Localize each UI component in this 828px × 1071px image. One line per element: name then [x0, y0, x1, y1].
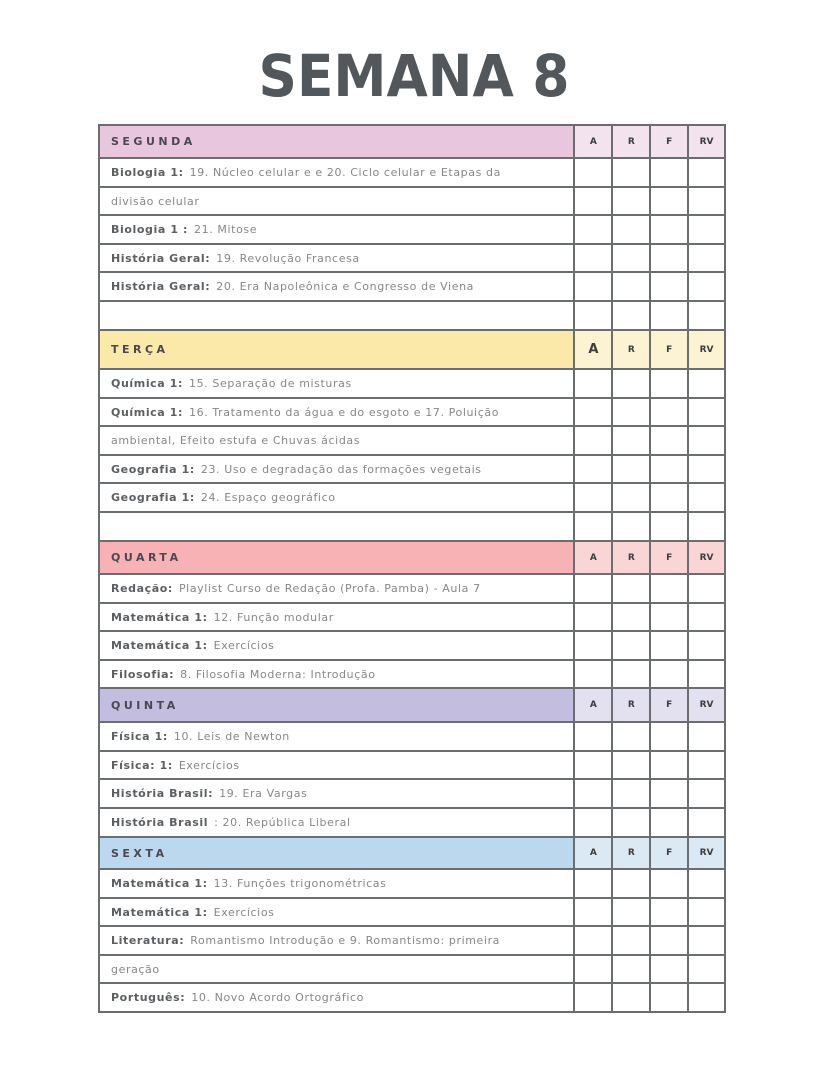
table-row: [100, 870, 726, 899]
topic-text: 13. Funções trigonométricas: [213, 877, 387, 890]
checkbox-f[interactable]: [651, 723, 689, 752]
checkbox-rv[interactable]: [689, 780, 726, 809]
column-header-a: [575, 331, 613, 370]
checkbox-f[interactable]: [651, 456, 689, 484]
column-label: A: [589, 700, 597, 710]
day-name: SEGUNDA: [111, 135, 196, 148]
subject-label: Literatura:: [111, 934, 185, 947]
table-row: [100, 780, 726, 809]
checkbox-a[interactable]: [575, 927, 613, 956]
checkbox-r[interactable]: [613, 216, 651, 245]
topic-cell: [100, 752, 575, 780]
topic-cell: [100, 159, 575, 188]
table-row: [100, 575, 726, 604]
column-header-rv: [689, 126, 726, 159]
checkbox-rv[interactable]: [689, 984, 726, 1013]
checkbox-f[interactable]: [651, 484, 689, 513]
topic-cell: [100, 245, 575, 273]
topic-cell: [100, 188, 575, 216]
checkbox-r[interactable]: [613, 780, 651, 809]
table-row: [100, 809, 726, 838]
topic-text: geração: [111, 962, 160, 976]
checkbox-f[interactable]: [651, 273, 689, 302]
column-label: RV: [699, 136, 714, 147]
checkbox-rv[interactable]: [689, 752, 726, 780]
topic-cell: [100, 216, 575, 245]
checkbox-a[interactable]: [575, 302, 613, 331]
topic-text: 12. Função modular: [213, 610, 334, 624]
table-row: [100, 302, 726, 331]
topic-cell: [100, 780, 575, 809]
day-header-segunda: [100, 126, 726, 159]
subject-label: Química 1:: [111, 405, 184, 419]
checkbox-a[interactable]: [575, 245, 613, 273]
checkbox-r[interactable]: [613, 456, 651, 484]
topic-cell: [100, 456, 575, 484]
checkbox-rv[interactable]: [689, 370, 726, 399]
checkbox-a[interactable]: [575, 661, 613, 689]
column-header-a: [575, 126, 613, 159]
checkbox-r[interactable]: [613, 870, 651, 899]
column-label: R: [627, 552, 635, 563]
checkbox-r[interactable]: [613, 159, 651, 188]
checkbox-rv[interactable]: [689, 245, 726, 273]
column-label: A: [589, 848, 597, 858]
topic-cell: [100, 604, 575, 632]
column-label: R: [627, 344, 635, 355]
day-header-terça: [100, 331, 726, 370]
checkbox-r[interactable]: [613, 899, 651, 927]
table-row: [100, 159, 726, 188]
checkbox-a[interactable]: [575, 809, 613, 838]
subject-label: Química 1:: [111, 377, 184, 390]
checkbox-r[interactable]: [613, 427, 651, 456]
table-row: [100, 604, 726, 632]
subject-label: Matemática 1:: [111, 877, 208, 890]
checkbox-f[interactable]: [651, 632, 689, 661]
topic-text: 19. Revolução Francesa: [216, 251, 360, 265]
checkbox-rv[interactable]: [689, 159, 726, 188]
subject-label: Português:: [111, 991, 186, 1004]
subject-label: Redação:: [111, 582, 173, 595]
topic-text: Exercícios: [178, 758, 240, 772]
table-row: [100, 427, 726, 456]
column-header-rv: [689, 542, 726, 575]
day-header-quinta: [100, 689, 726, 723]
checkbox-f[interactable]: [651, 752, 689, 780]
topic-text: 21. Mitose: [194, 223, 258, 236]
topic-text: 15. Separação de misturas: [189, 377, 352, 390]
table-row: [100, 188, 726, 216]
checkbox-a[interactable]: [575, 956, 613, 984]
table-row: [100, 513, 726, 542]
subject-label: História Brasil: [111, 816, 209, 829]
checkbox-a[interactable]: [575, 399, 613, 427]
checkbox-f[interactable]: [651, 513, 689, 542]
column-label: A: [588, 342, 599, 357]
table-row: [100, 216, 726, 245]
topic-cell: [100, 984, 575, 1013]
page-title: SEMANA 8: [258, 42, 570, 110]
checkbox-f[interactable]: [651, 216, 689, 245]
checkbox-a[interactable]: [575, 513, 613, 542]
checkbox-r[interactable]: [613, 575, 651, 604]
checkbox-rv[interactable]: [689, 809, 726, 838]
checkbox-rv[interactable]: [689, 604, 726, 632]
weekly-study-plan-table: [98, 124, 726, 1013]
column-header-f: [651, 838, 689, 870]
checkbox-rv[interactable]: [689, 956, 726, 984]
checkbox-rv[interactable]: [689, 273, 726, 302]
column-label: R: [627, 136, 635, 147]
subject-label: Biologia 1:: [111, 166, 184, 179]
subject-label: Geografia 1:: [111, 491, 195, 504]
day-name-cell: [100, 331, 575, 370]
topic-text: 10. Leis de Newton: [173, 730, 290, 743]
column-header-r: [613, 838, 651, 870]
checkbox-rv[interactable]: [689, 513, 726, 542]
topic-text: : 20. República Liberal: [214, 816, 351, 829]
checkbox-a[interactable]: [575, 984, 613, 1013]
topic-cell: [100, 484, 575, 513]
day-header-sexta: [100, 838, 726, 870]
checkbox-rv[interactable]: [689, 575, 726, 604]
subject-label: Física: 1:: [111, 758, 173, 772]
topic-cell: [100, 302, 575, 331]
table-row: [100, 370, 726, 399]
day-name: QUARTA: [111, 551, 182, 564]
topic-text: divisão celular: [111, 194, 200, 208]
checkbox-rv[interactable]: [689, 427, 726, 456]
day-name: QUINTA: [111, 698, 179, 712]
column-label: F: [666, 344, 673, 355]
checkbox-f[interactable]: [651, 159, 689, 188]
checkbox-f[interactable]: [651, 370, 689, 399]
topic-text: 24. Espaço geográfico: [200, 491, 336, 504]
column-header-r: [613, 126, 651, 159]
topic-text: ambiental, Efeito estufa e Chuvas ácidas: [111, 434, 361, 447]
day-name-cell: [100, 838, 575, 870]
column-header-rv: [689, 689, 726, 723]
table-row: [100, 632, 726, 661]
topic-text: Playlist Curso de Redação (Profa. Pamba) - Aula 7: [178, 582, 481, 595]
checkbox-rv[interactable]: [689, 456, 726, 484]
checkbox-a[interactable]: [575, 159, 613, 188]
table-row: [100, 484, 726, 513]
checkbox-a[interactable]: [575, 899, 613, 927]
checkbox-r[interactable]: [613, 273, 651, 302]
column-header-f: [651, 331, 689, 370]
column-label: F: [666, 136, 673, 147]
column-header-r: [613, 689, 651, 723]
checkbox-rv[interactable]: [689, 899, 726, 927]
checkbox-rv[interactable]: [689, 632, 726, 661]
topic-text: Exercícios: [213, 905, 275, 919]
subject-label: Biologia 1 :: [111, 223, 189, 236]
checkbox-f[interactable]: [651, 302, 689, 331]
topic-text: 19. Núcleo celular e e 20. Ciclo celular e Etapas da: [189, 166, 501, 179]
column-label: RV: [699, 344, 714, 355]
topic-cell: [100, 427, 575, 456]
column-header-f: [651, 126, 689, 159]
table-row: [100, 752, 726, 780]
checkbox-f[interactable]: [651, 984, 689, 1013]
table-row: [100, 245, 726, 273]
column-label: F: [666, 700, 673, 710]
subject-label: História Brasil:: [111, 787, 214, 800]
checkbox-r[interactable]: [613, 984, 651, 1013]
topic-text: 16. Tratamento da água e do esgoto e 17. Poluição: [189, 405, 500, 419]
column-label: R: [627, 700, 635, 710]
column-header-r: [613, 542, 651, 575]
topic-cell: [100, 870, 575, 899]
column-header-a: [575, 689, 613, 723]
topic-text: 20. Era Napoleônica e Congresso de Viena: [216, 280, 474, 293]
table-row: [100, 456, 726, 484]
subject-label: História Geral:: [111, 280, 211, 293]
checkbox-r[interactable]: [613, 399, 651, 427]
subject-label: História Geral:: [111, 251, 211, 265]
checkbox-f[interactable]: [651, 870, 689, 899]
topic-text: Exercícios: [213, 639, 275, 652]
checkbox-rv[interactable]: [689, 216, 726, 245]
checkbox-r[interactable]: [613, 484, 651, 513]
topic-cell: [100, 899, 575, 927]
checkbox-rv[interactable]: [689, 661, 726, 689]
checkbox-a[interactable]: [575, 870, 613, 899]
checkbox-rv[interactable]: [689, 927, 726, 956]
day-name-cell: [100, 542, 575, 575]
checkbox-f[interactable]: [651, 956, 689, 984]
column-header-a: [575, 542, 613, 575]
checkbox-f[interactable]: [651, 809, 689, 838]
checkbox-rv[interactable]: [689, 399, 726, 427]
checkbox-r[interactable]: [613, 956, 651, 984]
topic-cell: [100, 273, 575, 302]
topic-cell: [100, 513, 575, 542]
checkbox-f[interactable]: [651, 245, 689, 273]
topic-cell: [100, 723, 575, 752]
checkbox-f[interactable]: [651, 927, 689, 956]
column-header-rv: [689, 331, 726, 370]
topic-cell: [100, 370, 575, 399]
checkbox-a[interactable]: [575, 575, 613, 604]
checkbox-r[interactable]: [613, 632, 651, 661]
topic-cell: [100, 632, 575, 661]
checkbox-a[interactable]: [575, 780, 613, 809]
column-header-a: [575, 838, 613, 870]
table-row: [100, 661, 726, 689]
topic-cell: [100, 956, 575, 984]
checkbox-rv[interactable]: [689, 188, 726, 216]
checkbox-r[interactable]: [613, 245, 651, 273]
checkbox-r[interactable]: [613, 513, 651, 542]
topic-text: 23. Uso e degradação das formações vegetais: [200, 462, 482, 476]
checkbox-f[interactable]: [651, 575, 689, 604]
subject-label: Matemática 1:: [111, 905, 208, 919]
checkbox-r[interactable]: [613, 370, 651, 399]
topic-text: Romantismo Introdução e 9. Romantismo: primeira: [190, 934, 501, 947]
checkbox-rv[interactable]: [689, 870, 726, 899]
checkbox-r[interactable]: [613, 752, 651, 780]
table-row: [100, 984, 726, 1013]
column-label: RV: [699, 848, 714, 858]
topic-cell: [100, 399, 575, 427]
checkbox-a[interactable]: [575, 752, 613, 780]
topic-cell: [100, 809, 575, 838]
topic-cell: [100, 661, 575, 689]
checkbox-f[interactable]: [651, 427, 689, 456]
checkbox-a[interactable]: [575, 273, 613, 302]
checkbox-a[interactable]: [575, 632, 613, 661]
column-header-rv: [689, 838, 726, 870]
checkbox-r[interactable]: [613, 604, 651, 632]
checkbox-a[interactable]: [575, 370, 613, 399]
topic-text: 19. Era Vargas: [219, 787, 308, 800]
subject-label: Geografia 1:: [111, 462, 195, 476]
checkbox-f[interactable]: [651, 661, 689, 689]
topic-cell: [100, 927, 575, 956]
column-header-f: [651, 689, 689, 723]
checkbox-a[interactable]: [575, 604, 613, 632]
column-label: F: [666, 552, 673, 563]
day-name: SEXTA: [111, 846, 168, 860]
subject-label: Matemática 1:: [111, 639, 208, 652]
column-label: A: [589, 136, 597, 147]
checkbox-r[interactable]: [613, 927, 651, 956]
day-name-cell: [100, 126, 575, 159]
table-row: [100, 899, 726, 927]
checkbox-f[interactable]: [651, 780, 689, 809]
column-label: RV: [699, 700, 714, 710]
checkbox-rv[interactable]: [689, 723, 726, 752]
checkbox-a[interactable]: [575, 216, 613, 245]
checkbox-r[interactable]: [613, 302, 651, 331]
checkbox-f[interactable]: [651, 899, 689, 927]
checkbox-a[interactable]: [575, 484, 613, 513]
subject-label: Física 1:: [111, 730, 168, 743]
day-header-quarta: [100, 542, 726, 575]
checkbox-rv[interactable]: [689, 302, 726, 331]
checkbox-r[interactable]: [613, 809, 651, 838]
table-row: [100, 399, 726, 427]
day-name: TERÇA: [111, 343, 169, 356]
topic-cell: [100, 575, 575, 604]
checkbox-r[interactable]: [613, 661, 651, 689]
column-label: F: [666, 848, 673, 858]
checkbox-r[interactable]: [613, 723, 651, 752]
column-label: A: [589, 552, 597, 563]
topic-text: 8. Filosofia Moderna: Introdução: [180, 667, 376, 681]
checkbox-a[interactable]: [575, 456, 613, 484]
checkbox-r[interactable]: [613, 188, 651, 216]
checkbox-a[interactable]: [575, 427, 613, 456]
subject-label: Filosofia:: [111, 667, 175, 681]
checkbox-a[interactable]: [575, 723, 613, 752]
checkbox-f[interactable]: [651, 604, 689, 632]
table-row: [100, 723, 726, 752]
subject-label: Matemática 1:: [111, 610, 208, 624]
column-header-f: [651, 542, 689, 575]
column-label: R: [627, 848, 635, 858]
table-row: [100, 927, 726, 956]
table-row: [100, 273, 726, 302]
column-label: RV: [699, 552, 714, 563]
checkbox-f[interactable]: [651, 188, 689, 216]
topic-text: 10. Novo Acordo Ortográfico: [191, 991, 364, 1004]
day-name-cell: [100, 689, 575, 723]
checkbox-a[interactable]: [575, 188, 613, 216]
checkbox-f[interactable]: [651, 399, 689, 427]
checkbox-rv[interactable]: [689, 484, 726, 513]
table-row: [100, 956, 726, 984]
column-header-r: [613, 331, 651, 370]
